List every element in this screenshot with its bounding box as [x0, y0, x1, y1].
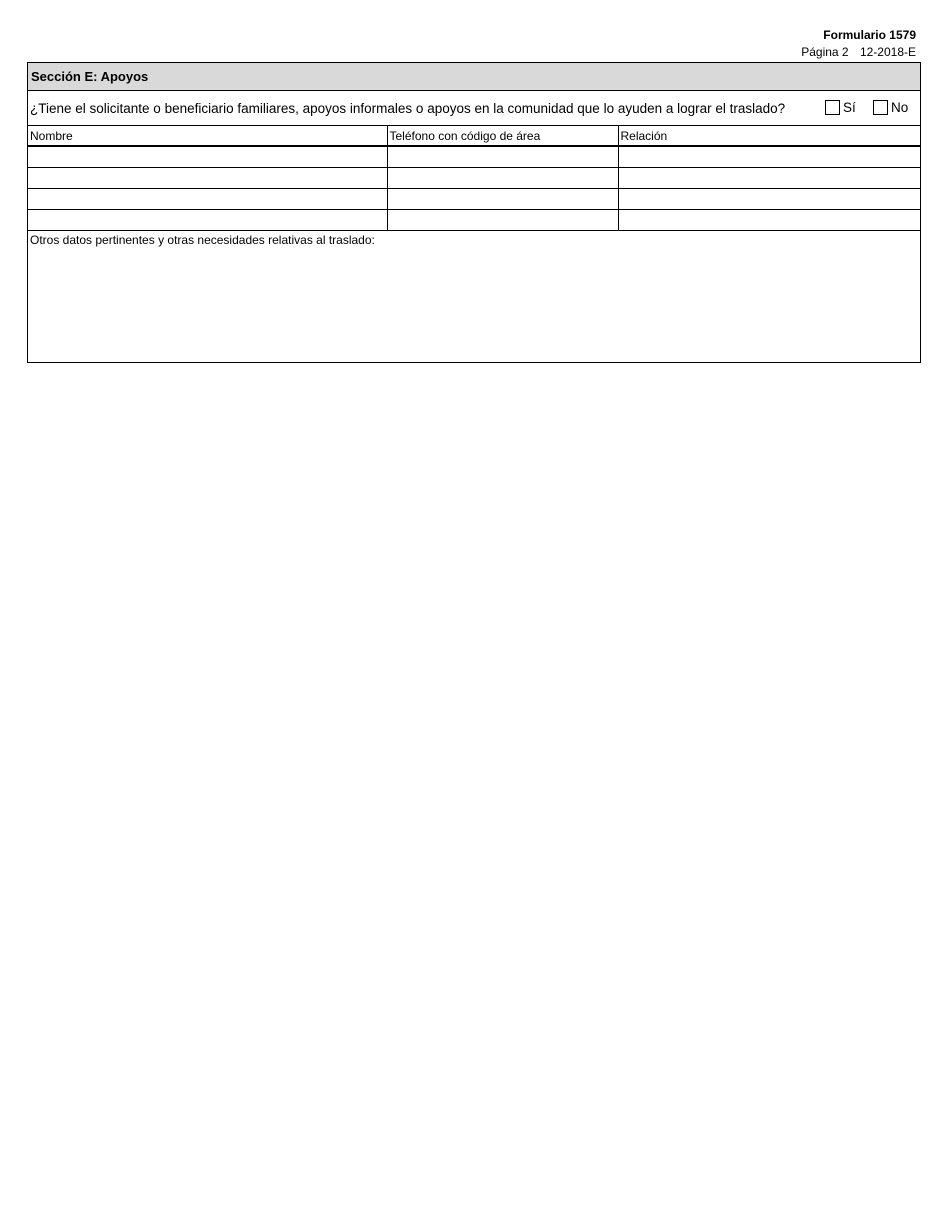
notes-field[interactable] — [28, 231, 920, 362]
no-checkbox[interactable] — [873, 100, 888, 115]
relation-cell[interactable] — [618, 146, 920, 167]
table-header-row — [28, 126, 920, 146]
table-row — [28, 188, 920, 209]
relation-cell[interactable] — [618, 209, 920, 230]
support-question-row — [28, 91, 920, 126]
yes-checkbox[interactable] — [825, 100, 840, 115]
support-question: ¿Tiene el solicitante o beneficiario familiares, apoyos informales o apoyos en la comunidad que lo ayuden a lograr el traslado? — [30, 100, 786, 116]
name-cell[interactable] — [28, 167, 387, 188]
page-number: Página 2 — [801, 45, 849, 59]
phone-cell[interactable] — [387, 188, 618, 209]
phone-cell[interactable] — [387, 146, 618, 167]
name-cell[interactable] — [28, 146, 387, 167]
section-e-box — [27, 62, 921, 363]
no-option[interactable] — [873, 100, 908, 115]
phone-cell[interactable] — [387, 167, 618, 188]
relation-cell[interactable] — [618, 167, 920, 188]
table-row — [28, 146, 920, 167]
relation-cell[interactable] — [618, 188, 920, 209]
form-number: Formulario 1579 — [823, 28, 916, 42]
yes-label: Sí — [843, 100, 856, 115]
table-row — [28, 209, 920, 230]
phone-cell[interactable] — [387, 209, 618, 230]
name-cell[interactable] — [28, 209, 387, 230]
notes-label: Otros datos pertinentes y otras necesidades relativas al traslado: — [30, 232, 375, 247]
no-label: No — [891, 100, 909, 115]
section-title: Sección E: Apoyos — [28, 63, 920, 91]
column-header-relation: Relación — [618, 126, 920, 146]
column-header-phone: Teléfono con código de área — [387, 126, 618, 146]
table-row — [28, 167, 920, 188]
column-header-name: Nombre — [28, 126, 387, 146]
form-header — [801, 27, 916, 61]
form-revision: 12-2018-E — [859, 45, 916, 59]
name-cell[interactable] — [28, 188, 387, 209]
page-info — [801, 44, 916, 61]
contacts-table — [28, 126, 920, 231]
yes-option[interactable] — [825, 100, 856, 115]
